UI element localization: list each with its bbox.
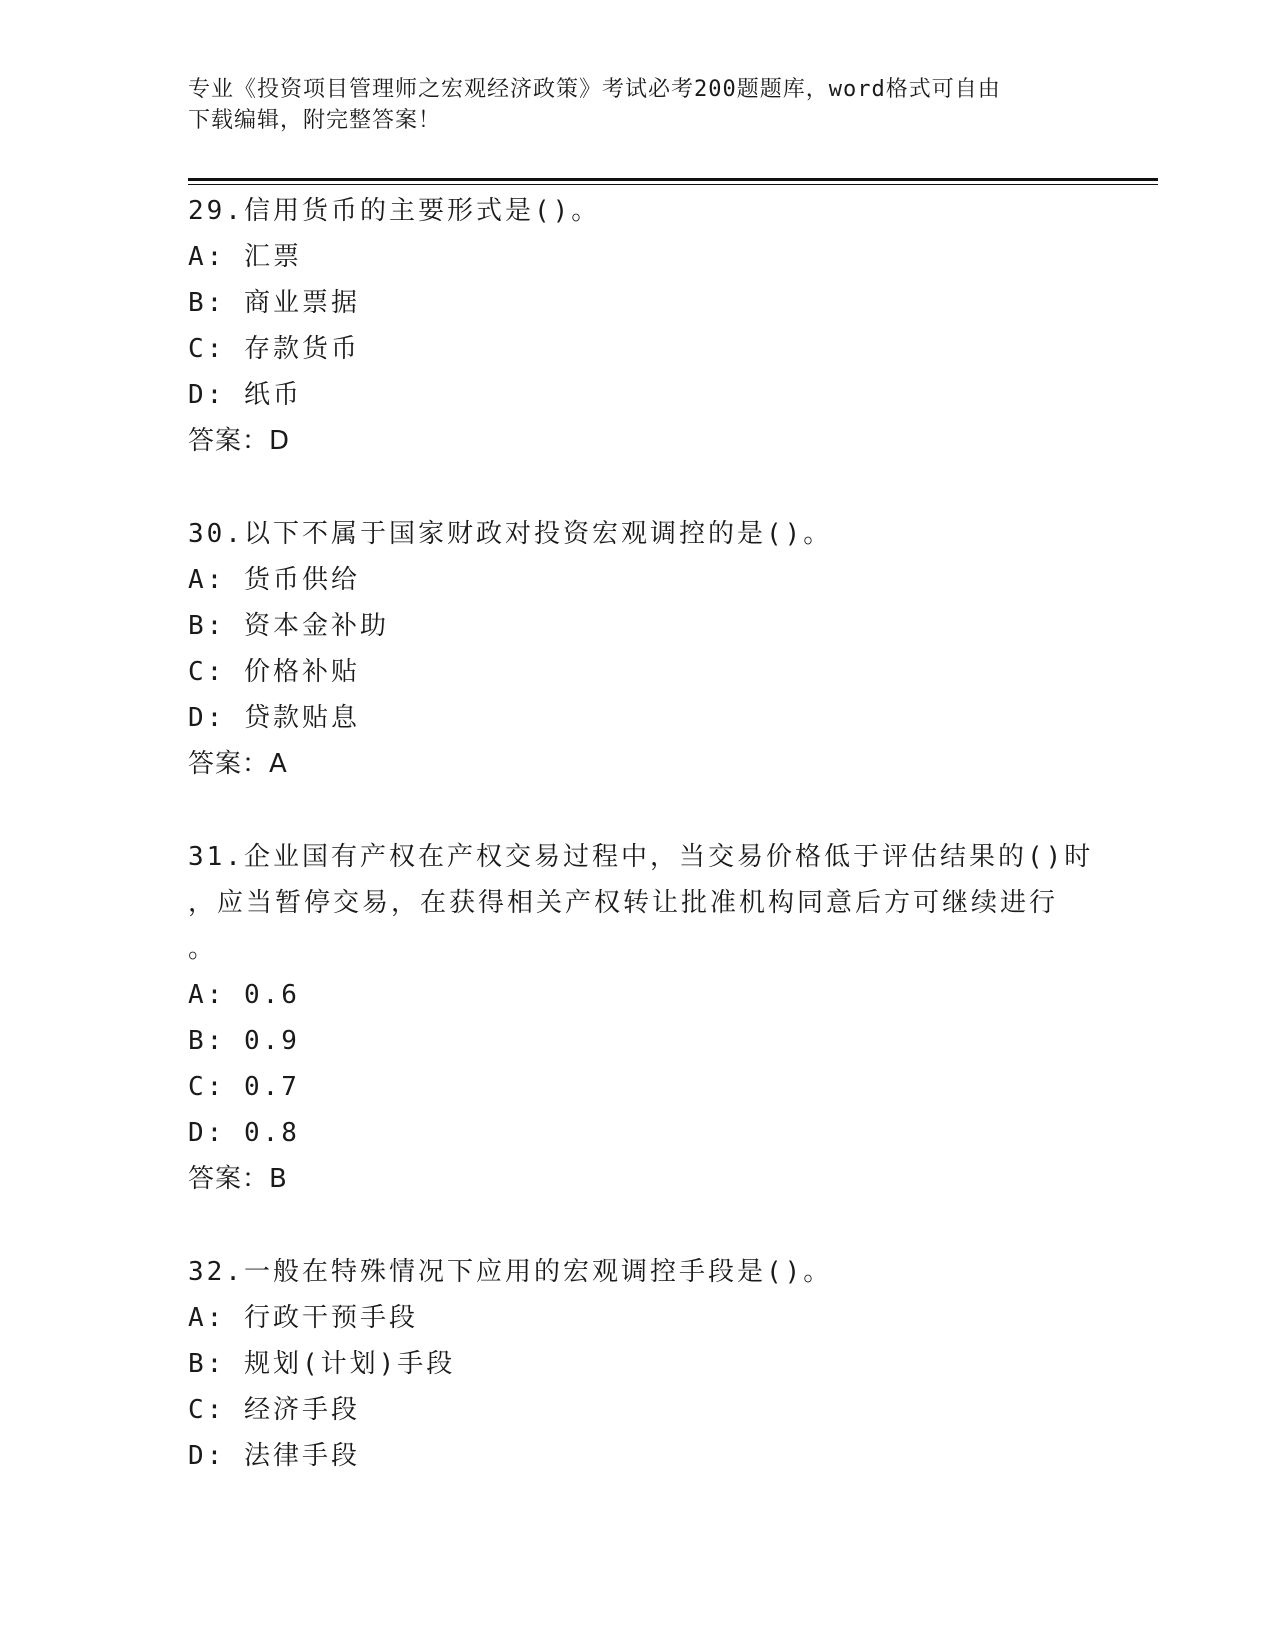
header-line-2: 下载编辑，附完整答案！	[188, 108, 442, 133]
option-d: D: 贷款贴息	[188, 703, 360, 733]
question-32	[188, 1249, 1088, 1479]
option-a: A: 货币供给	[188, 565, 360, 595]
answer: 答案：B	[188, 1164, 288, 1194]
question-stem: 30.以下不属于国家财政对投资宏观调控的是()。	[188, 519, 833, 549]
option-c: C: 存款货币	[188, 334, 360, 364]
option-a: A: 0.6	[188, 980, 300, 1010]
document-header	[188, 74, 1088, 136]
question-29	[188, 188, 1088, 464]
header-rule-thick	[188, 178, 1158, 181]
header-rule-thin	[188, 184, 1158, 185]
option-b: B: 资本金补助	[188, 611, 389, 641]
question-stem: 32.一般在特殊情况下应用的宏观调控手段是()。	[188, 1257, 833, 1287]
question-stem: 29.信用货币的主要形式是()。	[188, 196, 601, 226]
answer: 答案：A	[188, 749, 288, 779]
option-c: C: 价格补贴	[188, 657, 360, 687]
question-30	[188, 511, 1088, 787]
option-d: D: 法律手段	[188, 1441, 360, 1471]
answer: 答案：D	[188, 426, 291, 456]
option-b: B: 0.9	[188, 1026, 300, 1056]
question-stem-line-1: 31.企业国有产权在产权交易过程中，当交易价格低于评估结果的()时	[188, 842, 1094, 872]
option-b: B: 规划(计划)手段	[188, 1349, 456, 1379]
question-stem-line-2: ，应当暂停交易，在获得相关产权转让批准机构同意后方可继续进行	[188, 888, 1059, 918]
question-31	[188, 834, 1094, 1202]
option-d: D: 0.8	[188, 1118, 300, 1148]
question-stem-line-3: 。	[188, 934, 218, 964]
option-c: C: 经济手段	[188, 1395, 360, 1425]
option-c: C: 0.7	[188, 1072, 300, 1102]
option-a: A: 行政干预手段	[188, 1303, 418, 1333]
question-list	[188, 188, 1094, 1526]
option-a: A: 汇票	[188, 242, 302, 272]
header-line-1: 专业《投资项目管理师之宏观经济政策》考试必考200题题库，word格式可自由	[188, 77, 1001, 102]
option-b: B: 商业票据	[188, 288, 360, 318]
option-d: D: 纸币	[188, 380, 302, 410]
